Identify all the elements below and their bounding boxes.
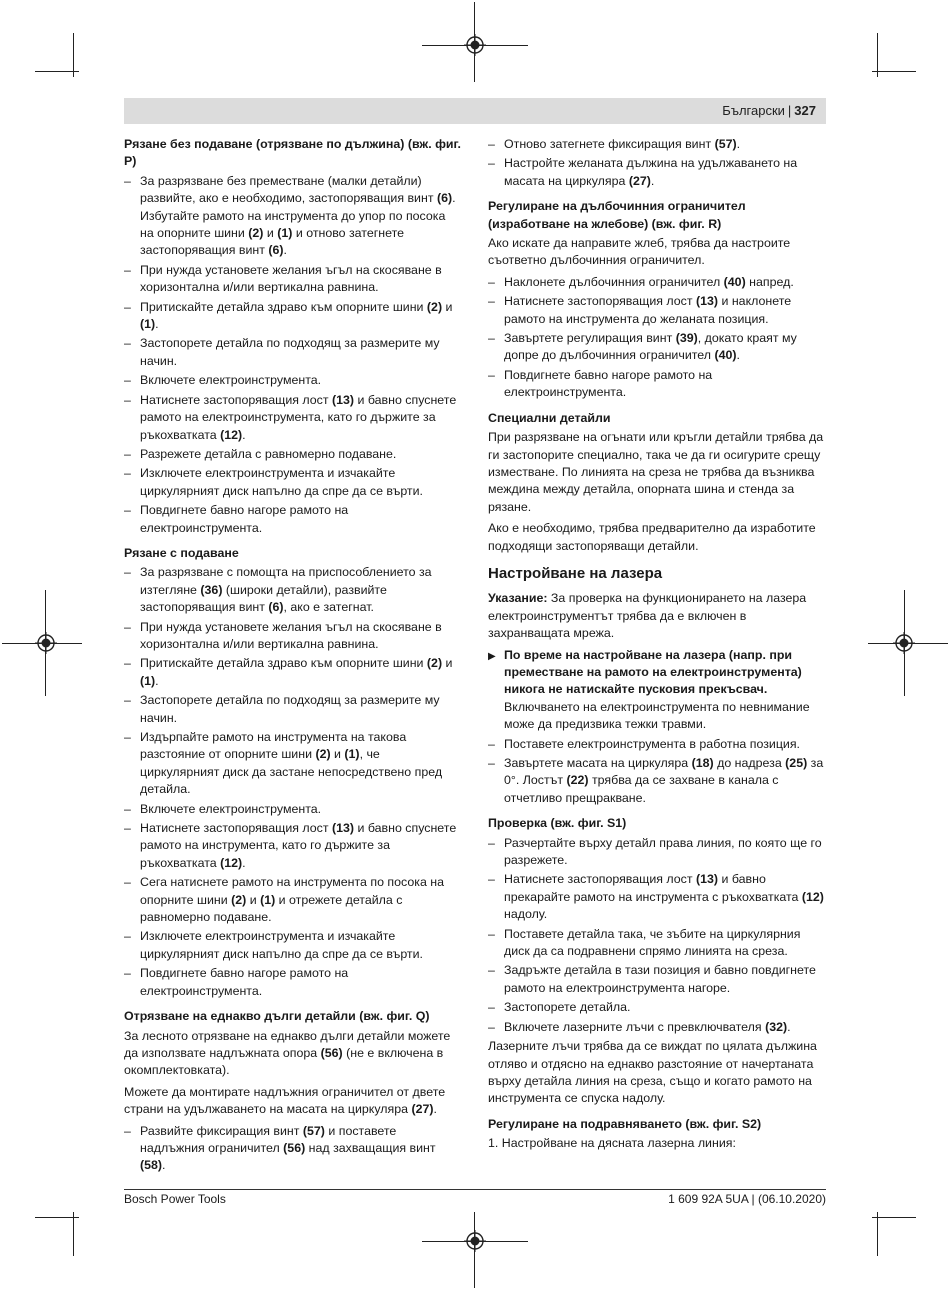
list-item: – Повдигнете бавно нагоре рамото на електроинструмента.	[124, 965, 462, 1000]
list-item: – Притискайте детайла здраво към опорните шини (2) и (1).	[124, 655, 462, 690]
list-item: – Завъртете регулиращия винт (39), докато краят му допре до дълбочинния ограничител (40).	[488, 330, 826, 365]
section-heading: Специални детайли	[488, 410, 611, 425]
section-heading: Регулиране на дълбочинния ограничител (изработване на жлебове) (вж. фиг. R)	[488, 199, 746, 231]
registration-target-icon	[35, 632, 57, 654]
section-heading: Регулиране на подравняването (вж. фиг. S2)	[488, 1116, 762, 1131]
section-heading: Рязане без подаване (отрязване по дължина) (вж. фиг. P)	[124, 137, 461, 169]
list-item: – Натиснете застопоряващия лост (13) и бавно прекарайте рамото на инструмента с ръкохватката (12) надолу.	[488, 871, 826, 923]
header-separator: |	[787, 103, 792, 118]
section-heading: Рязане с подаване	[124, 545, 239, 560]
paragraph: Лазерните лъчи трябва да се виждат по цялата дължина отляво и отдясно на еднакво разстояние от начертаната върху детайла линия на среза, също и когато рамото на инструмента се спуска надолу.	[488, 1039, 817, 1106]
crop-mark	[872, 1217, 916, 1218]
paragraph: Указание: За проверка на функционирането на лазера електроинструментът трябва да е включен в захранващата мрежа.	[488, 591, 807, 641]
section-heading: Отрязване на еднакво дълги детайли (вж. фиг. Q)	[124, 1009, 430, 1024]
paragraph: Можете да монтирате надлъжния ограничител от двете страни на удължаването на масата на циркуляра (27).	[124, 1084, 446, 1117]
registration-target-icon	[893, 632, 915, 654]
list-item: – Изключете електроинструмента и изчакайте циркулярният диск напълно да спре да се върти.	[124, 465, 462, 500]
list-item: – Разрежете детайла с равномерно подаване.	[124, 446, 462, 463]
header-text	[722, 103, 816, 118]
registration-target-icon	[464, 1230, 486, 1252]
list-item: – Отново затегнете фиксиращия винт (57).	[488, 136, 826, 153]
list-item: – Изключете електроинструмента и изчакайте циркулярният диск напълно да спре да се върти.	[124, 928, 462, 963]
list-item: – Повдигнете бавно нагоре рамото на електроинструмента.	[124, 502, 462, 537]
list-item: – Включете електроинструмента.	[124, 801, 462, 818]
list-item: – При нужда установете желания ъгъл на скосяване в хоризонтална и/или вертикална равнина.	[124, 262, 462, 297]
list-item: – Поставете електроинструмента в работна позиция.	[488, 736, 826, 753]
footer-doc-code: 1 609 92A 5UA | (06.10.2020)	[668, 1192, 826, 1206]
list-item: – Задръжте детайла в тази позиция и бавно повдигнете рамото на електроинструмента нагоре.	[488, 962, 826, 997]
crop-mark	[73, 1212, 74, 1256]
list-item: – Включете лазерните лъчи с превключвателя (32).	[488, 1019, 826, 1036]
header-language: Български	[722, 103, 785, 118]
paragraph: При разрязване на огънати или кръгли детайли трябва да ги застопорите специално, така че да ги осигурите срещу изместване. По линията на среза не трябва да възниква междина между детайла, опорната шина и стенда за рязане.	[488, 430, 824, 514]
list-item: – Издърпайте рамото на инструмента на такова разстояние от опорните шини (2) и (1), че циркулярният диск да застане непосредствено пред детайла.	[124, 729, 462, 799]
section-heading: Проверка (вж. фиг. S1)	[488, 816, 627, 831]
list-item: – Натиснете застопоряващия лост (13) и наклонете рамото на инструмента до желаната позиция.	[488, 293, 826, 328]
list-item: – Повдигнете бавно нагоре рамото на електроинструмента.	[488, 367, 826, 402]
paragraph: Ако е необходимо, трябва предварително да изработите подходящи застопоряващи детайли.	[488, 521, 816, 553]
list-item: – Поставете детайла така, че зъбите на циркулярния диск да са подравнени спрямо линията на среза.	[488, 926, 826, 961]
list-item: – Завъртете масата на циркуляра (18) до надреза (25) за 0°. Лостът (22) трябва да се захване в канала с отчетливо прещракване.	[488, 755, 826, 807]
list-item: – Наклонете дълбочинния ограничител (40) напред.	[488, 274, 826, 291]
crop-mark	[872, 71, 916, 72]
list-item: – За разрязване без преместване (малки детайли) развийте, ако е необходимо, застопоряващия винт (6). Избутайте рамото на инструмента до упор по посока на опорните шини (2) и (1) и отново затегнете застопоряващия винт (6).	[124, 173, 462, 260]
list-item: – Разчертайте върху детайл права линия, по която ще го разрежете.	[488, 835, 826, 870]
crop-mark	[35, 1217, 79, 1218]
list-item: – Застопорете детайла по подходящ за размерите му начин.	[124, 335, 462, 370]
page-number: 327	[794, 103, 816, 118]
list-item: – Сега натиснете рамото на инструмента по посока на опорните шини (2) и (1) и отрежете детайла с равномерно подаване.	[124, 874, 462, 926]
list-item: – Настройте желаната дължина на удължаването на масата на циркуляра (27).	[488, 155, 826, 190]
list-item: – Притискайте детайла здраво към опорните шини (2) и (1).	[124, 299, 462, 334]
list-item: – Натиснете застопоряващия лост (13) и бавно спуснете рамото на електроинструмента, като го държите за ръкохватката (12).	[124, 392, 462, 444]
chapter-heading: Настройване на лазера	[488, 564, 663, 582]
footer-brand: Bosch Power Tools	[124, 1192, 226, 1206]
warning-item: ▶ По време на настройване на лазера (напр. при преместване на рамото на електроинструмента) никога не натискайте пусковия прекъсвач. Включването на електроинструмента по невнимание може да предизвика тежки травми.	[488, 647, 826, 734]
left-column	[124, 136, 462, 1177]
list-item: – Застопорете детайла по подходящ за размерите му начин.	[124, 692, 462, 727]
page-header	[124, 98, 826, 124]
registration-target-icon	[464, 34, 486, 56]
list-item: – Застопорете детайла.	[488, 999, 826, 1016]
footer-rule	[124, 1189, 826, 1190]
list-item: – Развийте фиксиращия винт (57) и поставете надлъжния ограничител (56) над захващащия винт (58).	[124, 1123, 462, 1175]
list-item: – За разрязване с помощта на приспособлението за изтегляне (36) (широки детайли), развийте застопоряващия винт (6), ако е затегнат.	[124, 564, 462, 616]
list-item: – Включете електроинструмента.	[124, 372, 462, 389]
right-column	[488, 136, 826, 1157]
crop-mark	[877, 1212, 878, 1256]
paragraph: За лесното отрязване на еднакво дълги детайли можете да използвате надлъжната опора (56) (не е включена в окомплектовката).	[124, 1028, 451, 1078]
paragraph: Ако искате да направите жлеб, трябва да настроите съответно дълбочинния ограничител.	[488, 236, 791, 268]
crop-mark	[35, 71, 79, 72]
list-item: – Натиснете застопоряващия лост (13) и бавно спуснете рамото на инструмента, като го държите за ръкохватката (12).	[124, 820, 462, 872]
paragraph: 1. Настройване на дясната лазерна линия:	[488, 1136, 736, 1151]
list-item: – При нужда установете желания ъгъл на скосяване в хоризонтална и/или вертикална равнина.	[124, 619, 462, 654]
